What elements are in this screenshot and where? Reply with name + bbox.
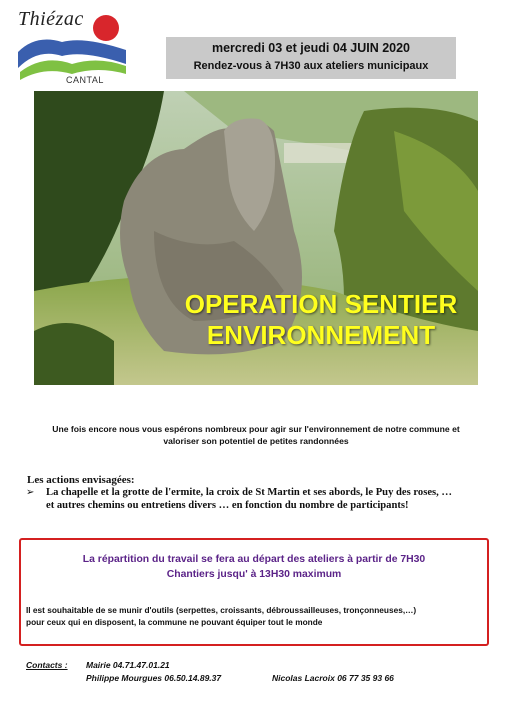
actions-heading: Les actions envisagées: [27,474,135,486]
meeting-info: Rendez-vous à 7H30 aux ateliers municipaux [193,60,429,72]
intro-line1: Une fois encore nous vous espérons nombreux pour agir sur l'environnement de notre commune et [52,424,460,434]
intro-text [20,423,492,447]
notice-line1: La répartition du travail se fera au départ des ateliers à partir de 7H30 [82,554,426,565]
contacts-label: Contacts : [26,660,68,670]
operation-title [34,289,512,351]
notice-body1: Il est souhaitable de se munir d'outils (serpettes, croissants, débroussailleuses, tronçonneuses,…) [26,605,417,615]
arrow-bullet-icon: ➢ [26,487,35,498]
event-dates: mercredi 03 et jeudi 04 JUIN 2020 [211,41,411,55]
contact-philippe: Philippe Mourgues 06.50.14.89.37 [86,673,222,683]
intro-line2: valoriser son potentiel de petites randonnées [163,436,349,446]
notice-line2: Chantiers jusqu' à 13H30 maximum [166,569,342,580]
contact-nicolas: Nicolas Lacroix 06 77 35 93 66 [272,673,394,683]
logo-title: Thiézac [18,8,84,30]
operation-title-line1: OPERATION SENTIER [184,289,458,319]
contact-mairie: Mairie 04.71.47.01.21 [86,660,170,670]
action-line1: La chapelle et la grotte de l'ermite, la croix de St Martin et ses abords, le Puy des roses, … [46,487,453,498]
action-line2: et autres chemins ou entretiens divers … en fonction du nombre de participants! [46,500,409,511]
logo-subtitle: CANTAL [66,75,104,85]
notice-body2: pour ceux qui en disposent, la commune ne pouvant équiper tout le monde [26,617,323,627]
operation-title-line2: ENVIRONNEMENT [206,320,436,350]
